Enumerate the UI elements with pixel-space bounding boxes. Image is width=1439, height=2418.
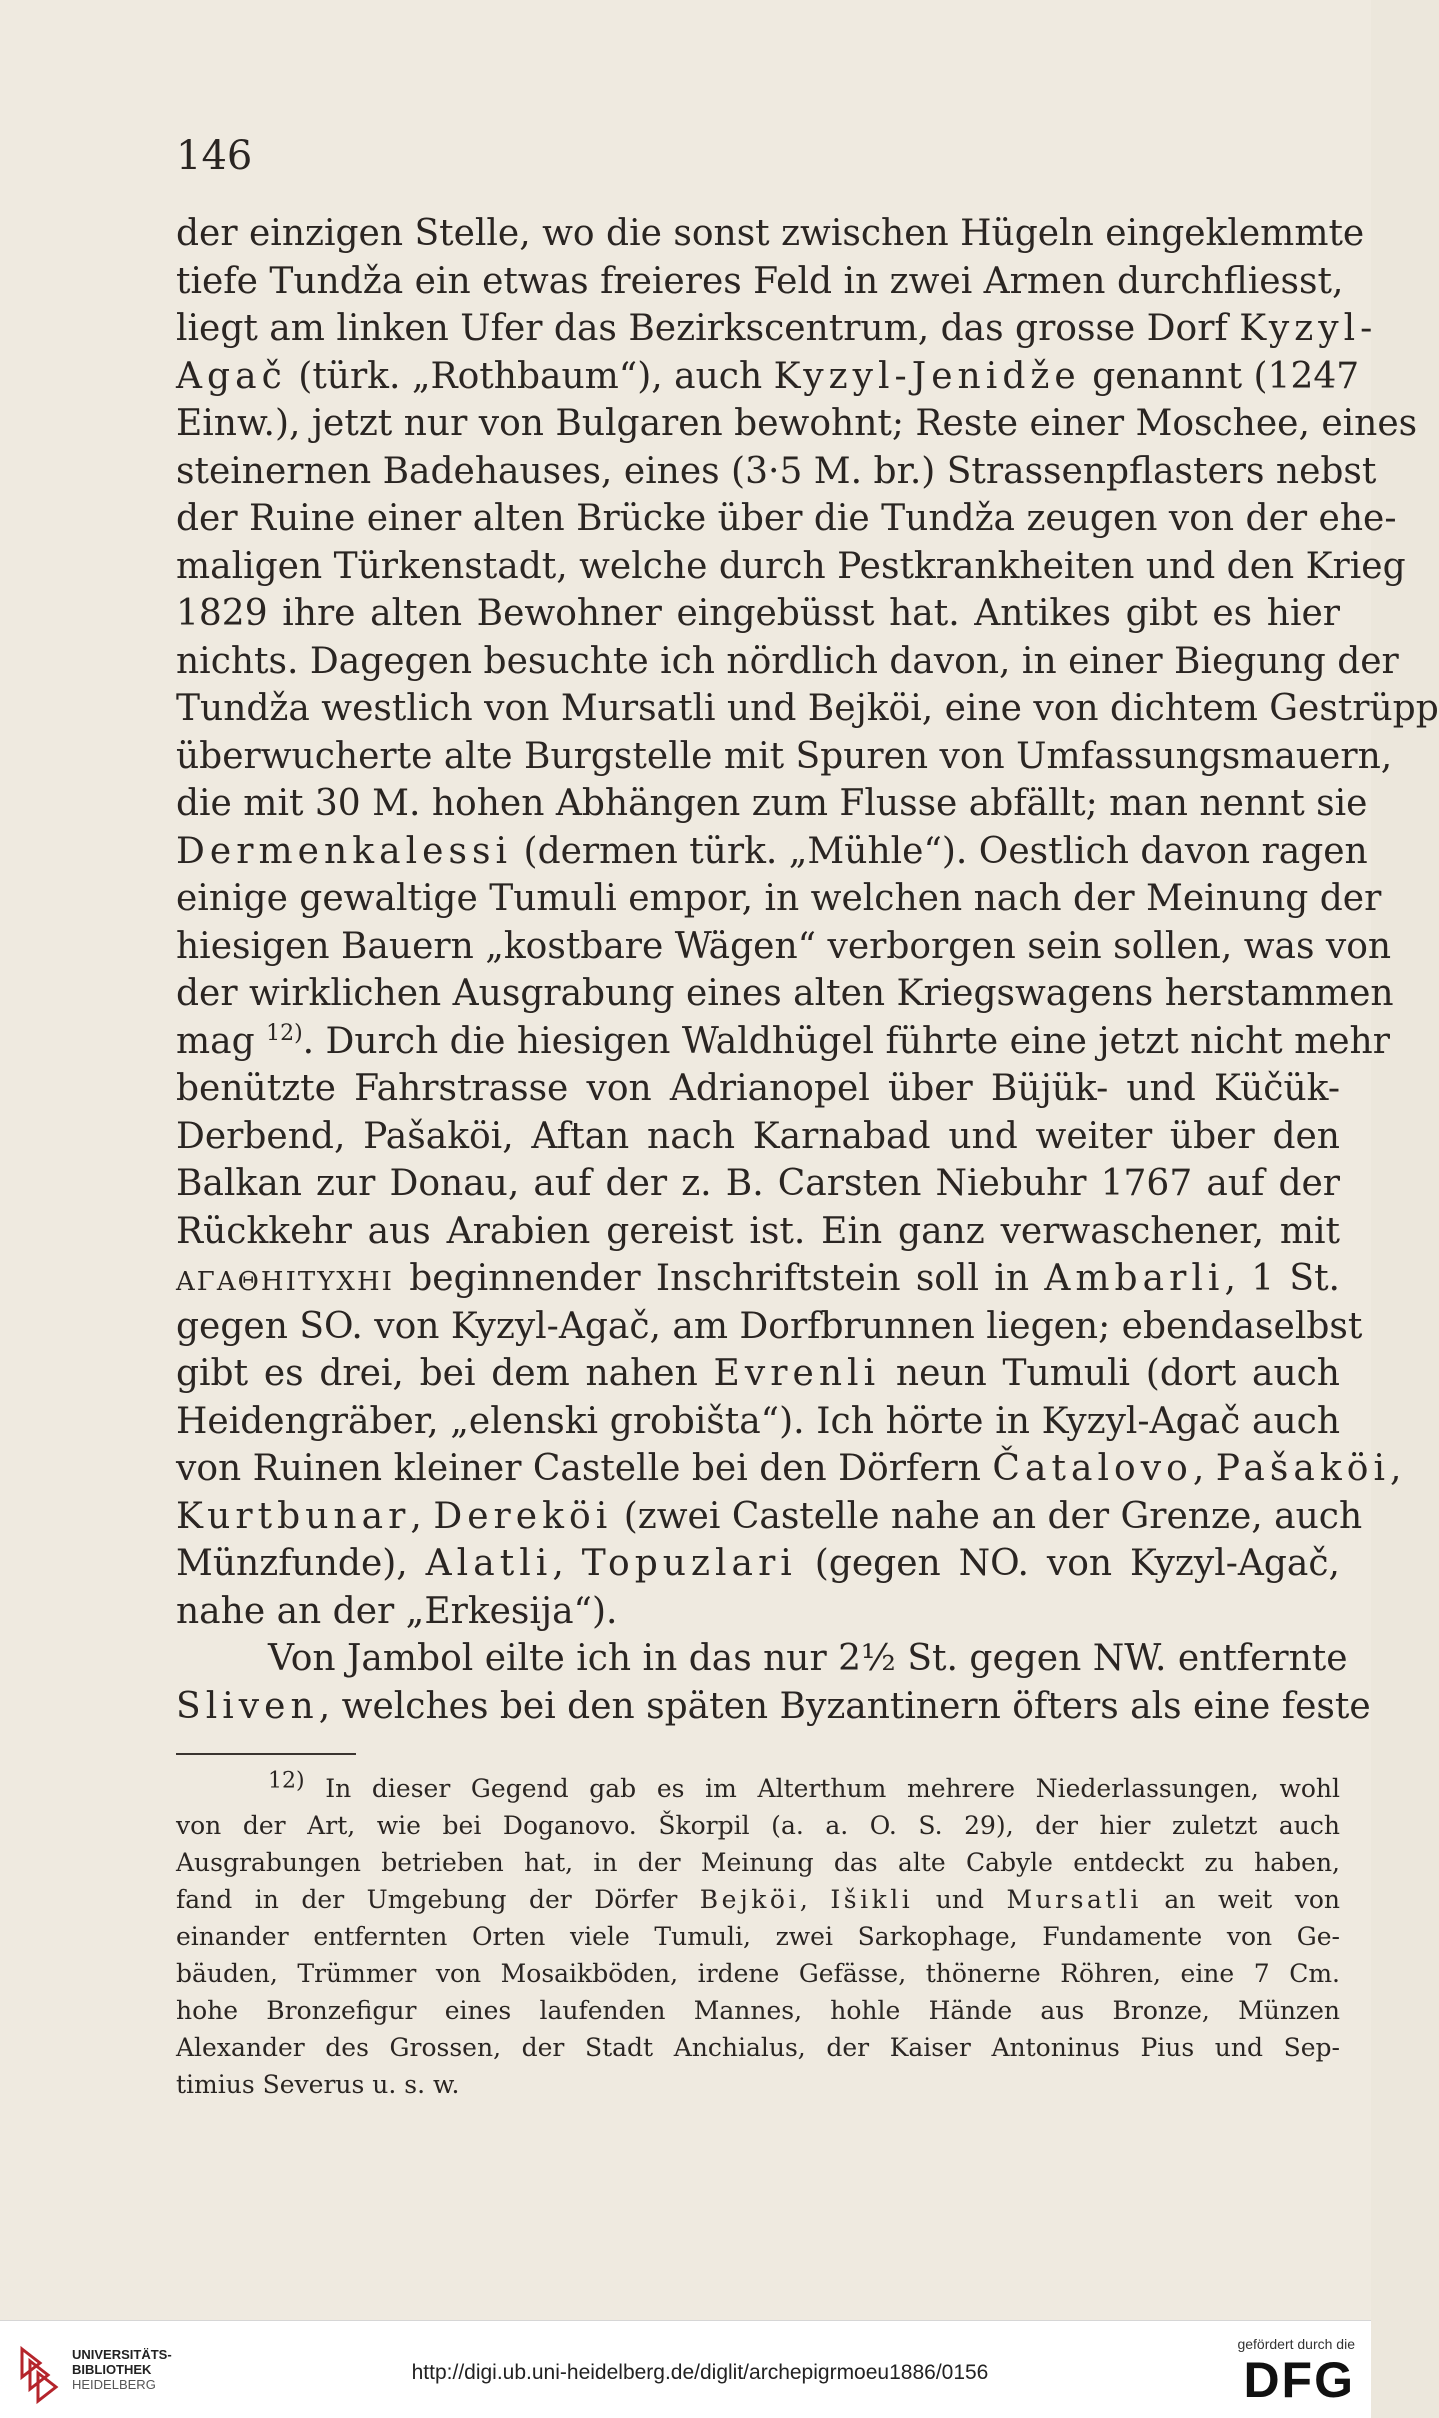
text-line	[176, 1065, 1340, 1113]
text-run: (zwei Castelle nahe an der Grenze, auch	[612, 1495, 1363, 1537]
text-run: , welches bei den späten Byzantinern öfters als eine feste	[318, 1685, 1371, 1727]
greek-inscription: ΑΓΑΘΗΙΤΥΧΗΙ	[176, 1267, 394, 1297]
text-line	[176, 733, 1393, 781]
footnote-rule	[176, 1753, 356, 1755]
text-run: Rückkehr aus Arabien gereist ist. Ein ganz verwaschener, mit	[176, 1210, 1340, 1252]
spaced-name: Ambarli	[1044, 1258, 1225, 1299]
spaced-name: Bejköi	[699, 1885, 800, 1914]
text-run: liegt am linken Ufer das Bezirkscentrum, das grosse Dorf	[176, 308, 1240, 349]
text-line	[176, 1445, 1402, 1493]
spaced-name: Kyzyl-	[1239, 308, 1378, 349]
text-line	[176, 353, 1360, 401]
spaced-name: Čatalovo	[992, 1448, 1193, 1489]
footnote-line	[176, 2029, 1340, 2066]
spaced-name: Alatli	[425, 1543, 553, 1584]
text-line	[176, 638, 1399, 686]
text-run: fand in der Umgebung der Dörfer	[176, 1885, 700, 1914]
dfg-caption: gefördert durch die	[1237, 2336, 1355, 2352]
body-text	[176, 210, 1439, 1730]
spaced-name: Pašaköi	[1215, 1448, 1391, 1489]
text-line	[176, 828, 1368, 876]
spaced-name: Mursatli	[1006, 1885, 1142, 1914]
text-run: einander entfernten Orten viele Tumuli, zwei Sarkophage, Fundamente von Ge-	[176, 1922, 1340, 1951]
text-run: nahe an der „Erkesija“).	[176, 1590, 618, 1632]
footnote-line	[176, 1881, 1340, 1918]
text-run: steinernen Badehauses, eines (3·5 M. br.) Strassenpflasters nebst	[176, 450, 1377, 492]
text-line	[176, 1493, 1363, 1541]
spaced-name: Dermenkalessi	[176, 830, 513, 872]
text-run: Von Jambol eilte ich in das nur 2½ St. gegen NW. entfernte	[268, 1638, 1348, 1679]
text-line	[176, 1255, 1340, 1303]
text-line	[176, 1160, 1340, 1208]
logo-line: UNIVERSITÄTS-	[72, 2347, 172, 2362]
text-line	[176, 1350, 1340, 1398]
text-run: benützte Fahrstrasse von Adrianopel über Büjük- und Küčük-	[176, 1068, 1340, 1109]
text-run: (gegen NO. von Kyzyl-Agač,	[796, 1543, 1340, 1584]
text-line	[176, 495, 1397, 543]
viewer-footer	[0, 2320, 1371, 2418]
text-line	[176, 923, 1392, 971]
text-line	[176, 1588, 1340, 1636]
text-run: neun Tumuli (dort auch	[880, 1353, 1340, 1394]
text-run: Balkan zur Donau, auf der z. B. Carsten Niebuhr 1767 auf der	[176, 1163, 1340, 1204]
text-run: maligen Türkenstadt, welche durch Pestkrankheiten und den Krieg	[176, 545, 1406, 587]
footnote-line	[176, 2066, 1340, 2103]
text-line	[176, 1208, 1340, 1256]
spaced-name: Kyzyl-Jenidže	[773, 355, 1081, 397]
text-run: , 1 St.	[1224, 1258, 1341, 1299]
text-line	[176, 543, 1406, 591]
text-line	[176, 258, 1344, 306]
text-line	[176, 1398, 1340, 1446]
text-run: überwucherte alte Burgstelle mit Spuren von Umfassungsmauern,	[176, 735, 1393, 777]
text-run: der einzigen Stelle, wo die sonst zwischen Hügeln eingeklemmte	[176, 213, 1365, 254]
text-run: nichts. Dagegen besuchte ich nördlich davon, in einer Biegung der	[176, 640, 1399, 682]
text-run: . Durch die hiesigen Waldhügel führte eine jetzt nicht mehr	[302, 1020, 1390, 1062]
text-run: einige gewaltige Tumuli empor, in welchen nach der Meinung der	[176, 878, 1382, 919]
dfg-logo[interactable]	[1185, 2335, 1355, 2407]
text-run: mag	[176, 1020, 267, 1062]
spaced-name: Kurtbunar	[176, 1495, 411, 1537]
text-run: und	[913, 1885, 1007, 1914]
text-run: (dermen türk. „Mühle“). Oestlich davon ragen	[512, 830, 1368, 872]
text-line	[176, 970, 1394, 1018]
text-line	[176, 685, 1439, 733]
spaced-name: Evrenli	[713, 1353, 881, 1394]
footnote-line	[176, 1807, 1340, 1844]
spaced-name: Agač	[176, 355, 287, 397]
text-run: genannt (1247	[1080, 355, 1360, 397]
text-run: Heidengräber, „elenski grobišta“). Ich hörte in Kyzyl-Agač auch	[176, 1400, 1340, 1442]
page-number: 146	[176, 133, 253, 179]
text-run: ,	[410, 1495, 434, 1537]
footnote-line	[176, 1955, 1340, 1992]
library-logo-icon	[14, 2341, 64, 2405]
text-run: Tundža westlich von Mursatli und Bejköi, eine von dichtem Gestrüpp	[176, 688, 1439, 729]
text-line	[176, 400, 1418, 448]
text-run: gibt es drei, bei dem nahen	[176, 1353, 714, 1394]
text-line	[176, 875, 1382, 923]
text-line	[176, 1113, 1340, 1161]
text-run: beginnender Inschriftstein soll in	[393, 1258, 1045, 1299]
text-line	[176, 448, 1377, 496]
text-run: In dieser Gegend gab es im Alterthum mehrere Niederlassungen, wohl	[304, 1774, 1340, 1803]
spaced-name: Topuzlari	[581, 1543, 797, 1584]
footnotes	[176, 1770, 1340, 2103]
text-line	[176, 210, 1365, 258]
text-run: Münzfunde),	[176, 1543, 426, 1584]
text-line	[176, 1635, 1348, 1683]
logo-line: HEIDELBERG	[72, 2377, 156, 2392]
text-run: die mit 30 M. hohen Abhängen zum Flusse abfällt; man nennt sie	[176, 783, 1368, 824]
text-line	[176, 305, 1378, 353]
text-run: bäuden, Trümmer von Mosaikböden, irdene Gefässe, thönerne Röhren, eine 7 Cm.	[176, 1959, 1340, 1988]
footnote-line	[176, 1770, 1340, 1807]
text-line	[176, 1540, 1340, 1588]
text-run: 1829 ihre alten Bewohner eingebüsst hat. Antikes gibt es hier	[176, 593, 1340, 634]
text-line	[176, 1018, 1390, 1066]
text-run: ,	[799, 1885, 831, 1914]
text-run: der Ruine einer alten Brücke über die Tundža zeugen von der ehe-	[176, 498, 1397, 539]
library-logo-text	[72, 2347, 172, 2392]
text-run: der wirklichen Ausgrabung eines alten Kriegswagens herstammen	[176, 973, 1394, 1014]
text-run: Derbend, Pašaköi, Aftan nach Karnabad und weiter über den	[176, 1115, 1340, 1157]
text-run: ,	[1192, 1448, 1216, 1489]
text-run: Alexander des Grossen, der Stadt Anchialus, der Kaiser Antoninus Pius und Sep-	[176, 2033, 1340, 2062]
text-run: gegen SO. von Kyzyl-Agač, am Dorfbrunnen liegen; ebendaselbst	[176, 1305, 1363, 1347]
text-run: an weit von	[1141, 1885, 1340, 1914]
spaced-name: Dereköi	[433, 1495, 613, 1537]
logo-line: BIBLIOTHEK	[72, 2362, 152, 2377]
spaced-name: Sliven	[176, 1685, 319, 1727]
footnote-marker: 12)	[266, 1020, 303, 1046]
text-run: tiefe Tundža ein etwas freieres Feld in zwei Armen durchfliesst,	[176, 260, 1344, 302]
dfg-wordmark: DFG	[1243, 2352, 1355, 2408]
text-run: (türk. „Rothbaum“), auch	[286, 355, 774, 397]
text-run: hohe Bronzefigur eines laufenden Mannes, hohle Hände aus Bronze, Münzen	[176, 1996, 1340, 2025]
footnote-marker: 12)	[268, 1768, 305, 1794]
text-run: Einw.), jetzt nur von Bulgaren bewohnt; Reste einer Moschee, eines	[176, 403, 1418, 444]
footnote-line	[176, 1992, 1340, 2029]
footnote-line	[176, 1844, 1340, 1881]
text-run: von Ruinen kleiner Castelle bei den Dörfern	[176, 1448, 993, 1489]
spaced-name: Išikli	[830, 1885, 914, 1914]
text-line	[176, 590, 1340, 638]
text-run: ,	[552, 1543, 582, 1584]
text-run: ,	[1390, 1448, 1402, 1489]
text-run: von der Art, wie bei Doganovo. Škorpil (a. a. O. S. 29), der hier zuletzt auch	[176, 1811, 1340, 1840]
text-run: hiesigen Bauern „kostbare Wägen“ verborgen sein sollen, was von	[176, 925, 1392, 967]
text-run: Ausgrabungen betrieben hat, in der Meinung das alte Cabyle entdeckt zu haben,	[176, 1848, 1340, 1877]
footnote-line	[176, 1918, 1340, 1955]
library-logo[interactable]	[14, 2341, 174, 2405]
page-url[interactable]: http://digi.ub.uni-heidelberg.de/diglit/archepigrmoeu1886/0156	[411, 2361, 989, 2384]
text-line	[176, 780, 1368, 828]
text-line	[176, 1303, 1363, 1351]
text-run: timius Severus u. s. w.	[176, 2070, 460, 2099]
text-line	[176, 1683, 1371, 1731]
